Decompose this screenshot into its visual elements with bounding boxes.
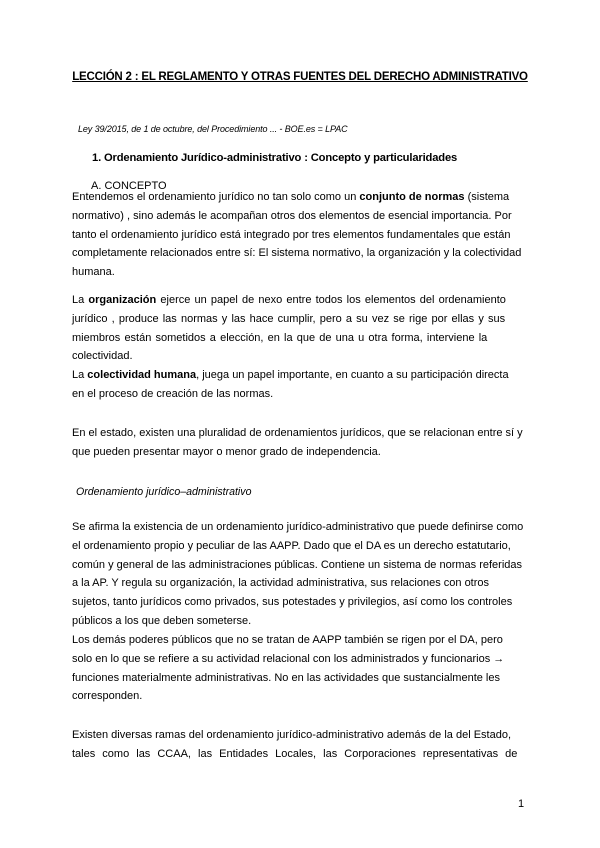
text-line: miembros están sometidos a elección, en la que de una u otra forma, interviene la	[72, 331, 488, 344]
text-line: Se afirma la existencia de un ordenamiento jurídico-administrativo que puede definirse como	[72, 521, 524, 533]
text-line: Existen diversas ramas del ordenamiento jurídico-administrativo además de la del Estado,	[72, 729, 511, 741]
text-line: solo en lo que se refiere a su actividad relacional con los administrados y funcionarios →	[72, 652, 505, 665]
text-line: Los demás poderes públicos que no se tratan de AAPP también se rigen por el DA, pero	[72, 634, 503, 646]
text-line: tanto el ordenamiento jurídico está integrado por tres elementos fundamentales que están	[72, 228, 511, 241]
text-line: a la AP. Y regula su organización, la actividad administrativa, sus relaciones con otros	[72, 577, 490, 590]
subsection-heading: A. CONCEPTO	[91, 180, 167, 192]
text-line: públicos a los que deben someterse.	[72, 614, 252, 627]
paragraph-branches	[72, 726, 527, 764]
text-line: humana.	[72, 266, 115, 279]
document-title: LECCIÓN 2 : EL REGLAMENTO Y OTRAS FUENTES DEL DERECHO ADMINISTRATIVO	[72, 71, 528, 83]
text-line: Entendemos el ordenamiento jurídico no tan solo como un conjunto de normas (sistema	[72, 191, 510, 203]
paragraph-definition	[72, 518, 527, 631]
paragraph-concept	[72, 188, 527, 282]
text-line: La colectividad humana, juega un papel importante, en cuanto a su participación directa	[72, 369, 509, 381]
text-line: corresponden.	[72, 690, 143, 703]
section-heading: 1. Ordenamiento Jurídico-administrativo : Concepto y particularidades	[92, 152, 458, 164]
text-line: jurídico , produce las normas y las hace cumplir, pero a su vez se rige por ellas y sus	[72, 312, 506, 325]
text-line: común y general de las administraciones públicas. Contiene un sistema de normas referidas	[72, 558, 523, 571]
text-line: completamente relacionados entre sí: El sistema normativo, la organización y la colectividad	[72, 247, 522, 260]
subheading-italic: Ordenamiento jurídico–administrativo	[76, 486, 252, 498]
text-line: sujetos, tanto jurídicos como privados, sus potestades y privilegios, así como los controles	[72, 596, 513, 609]
paragraph-other-powers	[72, 631, 527, 706]
text-line: en el proceso de creación de las normas.	[72, 387, 274, 400]
law-reference: Ley 39/2015, de 1 de octubre, del Procedimiento ... - BOE.es = LPAC	[78, 124, 348, 134]
paragraph-organization	[72, 291, 527, 366]
text-line: el ordenamiento propio y peculiar de las AAPP. Dado que el DA es un derecho estatutario,	[72, 539, 511, 552]
page-number: 1	[518, 798, 525, 810]
paragraph-plurality	[72, 424, 527, 462]
text-line: colectividad.	[72, 350, 133, 363]
text-line: funciones materialmente administrativas. No en las actividades que sustancialmente les	[72, 671, 500, 684]
text-line: que pueden presentar mayor o menor grado de independencia.	[72, 445, 381, 458]
text-line: La organización ejerce un papel de nexo entre todos los elementos del ordenamiento	[72, 294, 506, 306]
text-line: normativo) , sino además le acompañan otros dos elementos de esencial importancia. Por	[72, 209, 512, 222]
paragraph-collectivity	[72, 366, 527, 404]
text-line: En el estado, existen una pluralidad de ordenamientos jurídicos, que se relacionan entre sí y	[72, 427, 523, 439]
text-line: tales como las CCAA, las Entidades Locales, las Corporaciones representativas de	[72, 747, 518, 760]
